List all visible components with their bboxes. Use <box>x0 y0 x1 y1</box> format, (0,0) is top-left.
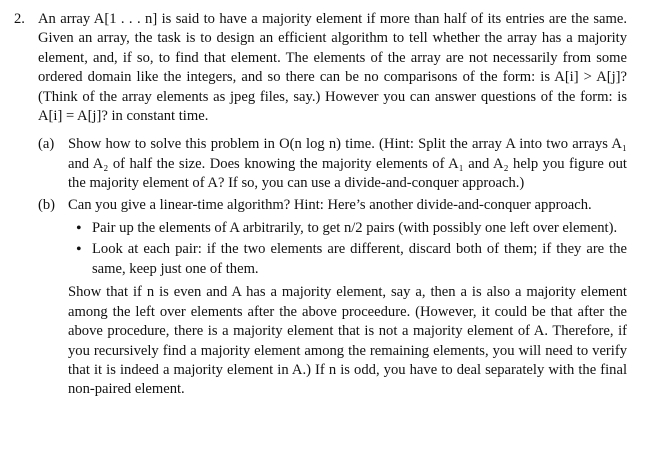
problem-2 <box>14 10 627 402</box>
part-b-label: (b) <box>38 196 56 213</box>
problem-body <box>38 10 627 402</box>
bullet-dot-icon: • <box>76 220 82 238</box>
bullet-item <box>76 240 627 279</box>
bullet-dot-icon: • <box>76 241 82 259</box>
part-b-bullet-list <box>68 219 627 279</box>
part-b-content <box>68 196 627 400</box>
part-a <box>38 135 627 193</box>
bullet-text: Look at each pair: if the two elements are different, discard both of them; if they are the same, keep just one of them. <box>92 241 627 277</box>
bullet-text: Pair up the elements of A arbitrarily, to get n/2 pairs (with possibly one left over element). <box>92 220 618 237</box>
part-a-text: Show how to solve this problem in O(n log n) time. (Hint: Split the array A into two arrays A₁ and A₂ of half the size. Does knowing the majority elements of A₁ and A₂ help you figure out the majority element of A? If so, you can use a divide-and-conquer approach.) <box>68 136 627 192</box>
problem-parts <box>38 135 627 399</box>
part-b <box>38 196 627 400</box>
part-b-closing: Show that if n is even and A has a majority element, say a, then a is also a majority element among the left over elements after the above proceedure. (However, it could be that after the above procedure, there is a majority element that is not a majority element of A. Therefore, if you recursively find a majority element among the remaining elements, you will need to verify that it is indeed a majority element in A.) If n is odd, you have to deal separately with the final non-paired element. <box>68 284 627 398</box>
problem-number: 2. <box>14 11 25 27</box>
part-a-label: (a) <box>38 136 55 153</box>
problem-intro: An array A[1 . . . n] is said to have a majority element if more than half of its entries are the same. Given an array, the task is to design an efficient algorithm to tell whether the array has a majority element, and, if so, to find that element. The elements of the array are not necessarily from some ordered domain like the integers, and so there can be no comparisons of the form: is A[i] > A[j]? (Think of the array elements as jpeg files, say.) However you can answer questions of the form: is A[i] = A[j]? in constant time. <box>38 11 627 125</box>
part-b-text: Can you give a linear-time algorithm? Hint: Here’s another divide-and-conquer approach. <box>68 196 592 213</box>
bullet-item <box>76 219 627 238</box>
